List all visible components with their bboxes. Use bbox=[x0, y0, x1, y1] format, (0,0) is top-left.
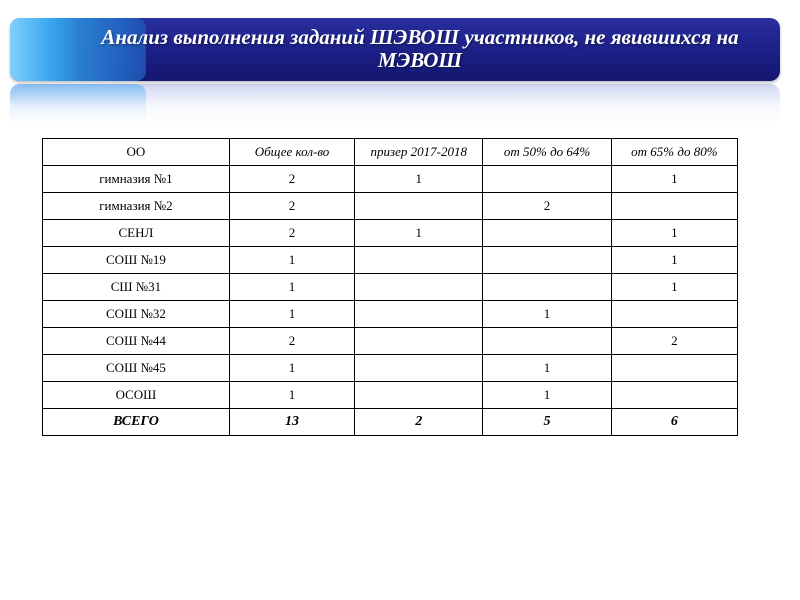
cell-school: СШ №31 bbox=[43, 274, 230, 301]
header-prizewinner: призер 2017-2018 bbox=[355, 139, 483, 166]
results-table-container bbox=[42, 138, 738, 436]
cell-65-80: 1 bbox=[611, 220, 737, 247]
table-row bbox=[43, 166, 738, 193]
table-row bbox=[43, 328, 738, 355]
cell-total: 1 bbox=[229, 247, 354, 274]
cell-65-80: 1 bbox=[611, 247, 737, 274]
total-50-64: 5 bbox=[483, 409, 611, 436]
cell-prizewinner bbox=[355, 382, 483, 409]
total-65-80: 6 bbox=[611, 409, 737, 436]
cell-65-80 bbox=[611, 382, 737, 409]
cell-prizewinner: 1 bbox=[355, 166, 483, 193]
cell-50-64 bbox=[483, 166, 611, 193]
cell-school: СЕНЛ bbox=[43, 220, 230, 247]
cell-65-80: 1 bbox=[611, 274, 737, 301]
cell-prizewinner bbox=[355, 328, 483, 355]
cell-65-80 bbox=[611, 355, 737, 382]
cell-50-64: 1 bbox=[483, 301, 611, 328]
results-table bbox=[42, 138, 738, 436]
cell-50-64 bbox=[483, 220, 611, 247]
cell-school: гимназия №1 bbox=[43, 166, 230, 193]
cell-50-64 bbox=[483, 328, 611, 355]
cell-50-64: 1 bbox=[483, 382, 611, 409]
cell-65-80 bbox=[611, 193, 737, 220]
cell-total: 2 bbox=[229, 193, 354, 220]
table-row bbox=[43, 301, 738, 328]
header-50-64: от 50% до 64% bbox=[483, 139, 611, 166]
cell-school: СОШ №44 bbox=[43, 328, 230, 355]
cell-50-64 bbox=[483, 274, 611, 301]
cell-prizewinner bbox=[355, 274, 483, 301]
cell-school: гимназия №2 bbox=[43, 193, 230, 220]
cell-total: 1 bbox=[229, 355, 354, 382]
cell-total: 1 bbox=[229, 301, 354, 328]
table-row bbox=[43, 193, 738, 220]
table-row bbox=[43, 355, 738, 382]
table-row bbox=[43, 382, 738, 409]
cell-prizewinner bbox=[355, 193, 483, 220]
cell-total: 2 bbox=[229, 220, 354, 247]
cell-65-80: 2 bbox=[611, 328, 737, 355]
cell-school: ОСОШ bbox=[43, 382, 230, 409]
header-65-80: от 65% до 80% bbox=[611, 139, 737, 166]
cell-total: 2 bbox=[229, 166, 354, 193]
cell-prizewinner bbox=[355, 247, 483, 274]
table-header-row bbox=[43, 139, 738, 166]
total-count: 13 bbox=[229, 409, 354, 436]
cell-school: СОШ №32 bbox=[43, 301, 230, 328]
cell-50-64: 2 bbox=[483, 193, 611, 220]
cell-65-80: 1 bbox=[611, 166, 737, 193]
banner-reflection-accent bbox=[10, 84, 146, 122]
total-prizewinner: 2 bbox=[355, 409, 483, 436]
cell-school: СОШ №45 bbox=[43, 355, 230, 382]
table-row bbox=[43, 220, 738, 247]
cell-total: 1 bbox=[229, 274, 354, 301]
cell-total: 1 bbox=[229, 382, 354, 409]
table-row bbox=[43, 274, 738, 301]
total-label: ВСЕГО bbox=[43, 409, 230, 436]
cell-prizewinner: 1 bbox=[355, 220, 483, 247]
cell-prizewinner bbox=[355, 301, 483, 328]
header-total-count: Общее кол-во bbox=[229, 139, 354, 166]
table-total-row bbox=[43, 409, 738, 436]
cell-prizewinner bbox=[355, 355, 483, 382]
cell-total: 2 bbox=[229, 328, 354, 355]
cell-65-80 bbox=[611, 301, 737, 328]
cell-school: СОШ №19 bbox=[43, 247, 230, 274]
header-oo: ОО bbox=[43, 139, 230, 166]
cell-50-64: 1 bbox=[483, 355, 611, 382]
table-row bbox=[43, 247, 738, 274]
cell-50-64 bbox=[483, 247, 611, 274]
slide-title: Анализ выполнения заданий ШЭВОШ участников, не явившихся на МЭВОШ bbox=[101, 25, 739, 72]
